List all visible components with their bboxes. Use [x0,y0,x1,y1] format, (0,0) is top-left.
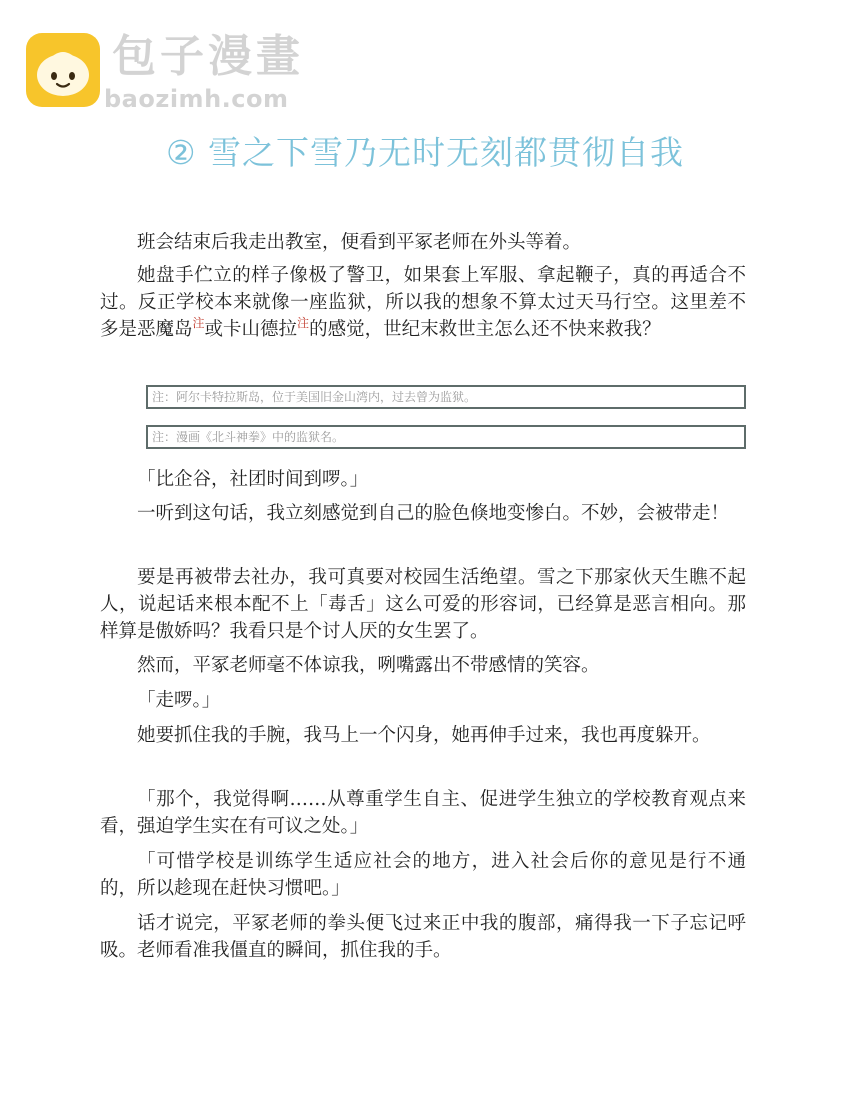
footnote-marker: 注 [297,316,310,330]
watermark-url: baozimh.com [104,85,289,113]
paragraph: 要是再被带去社办，我可真要对校园生活绝望。雪之下那家伙天生瞧不起人，说起话来根本配不上「毒舌」这么可爱的形容词，已经算是恶言相向。那样算是傲娇吗？我看只是个讨人厌的女生罢了。 [100,567,746,642]
bun-face-icon [26,33,100,107]
paragraph: 「可惜学校是训练学生适应社会的地方，进入社会后你的意见是行不通的，所以趁现在赶快习惯吧。」 [100,851,746,899]
paragraph-text: 的感觉，世纪末救世主怎么还不快来救我？ [309,319,661,340]
paragraph: 「比企谷，社团时间到啰。」 [137,469,369,490]
paragraph [100,262,746,343]
watermark-logo [26,33,100,107]
paragraph: 话才说完，平冢老师的拳头便飞过来正中我的腹部，痛得我一下子忘记呼吸。老师看准我僵直的瞬间，抓住我的手。 [100,913,746,961]
paragraph: 「那个，我觉得啊……从尊重学生自主、促进学生独立的学校教育观点来看，强迫学生实在有可议之处。」 [100,789,746,837]
paragraph: 她要抓住我的手腕，我马上一个闪身，她再伸手过来，我也再度躲开。 [137,725,711,746]
paragraph: 然而，平冢老师毫不体谅我，咧嘴露出不带感情的笑容。 [137,655,600,676]
chapter-title: ② 雪之下雪乃无时无刻都贯彻自我 [165,133,685,172]
footnote-marker: 注 [192,316,205,330]
footnote-box: 注：阿尔卡特拉斯岛，位于美国旧金山湾内，过去曾为监狱。 [146,385,746,409]
paragraph-text: 她盘手伫立的样子像极了警卫，如果套上军服、拿起鞭子，真的再适合不过。反正学校本来就像一座监狱，所以我的想象不算太过天马行空。这里差不多是恶魔岛 [100,265,746,340]
paragraph-text: 或卡山德拉 [204,319,298,340]
footnote-box: 注：漫画《北斗神拳》中的监狱名。 [146,425,746,449]
watermark-name: 包子漫畫 [112,31,304,82]
paragraph: 「走啰。」 [137,690,221,711]
paragraph: 一听到这句话，我立刻感觉到自己的脸色倏地变惨白。不妙，会被带走！ [137,503,730,524]
paragraph: 班会结束后我走出教室，便看到平冢老师在外头等着。 [137,232,582,253]
